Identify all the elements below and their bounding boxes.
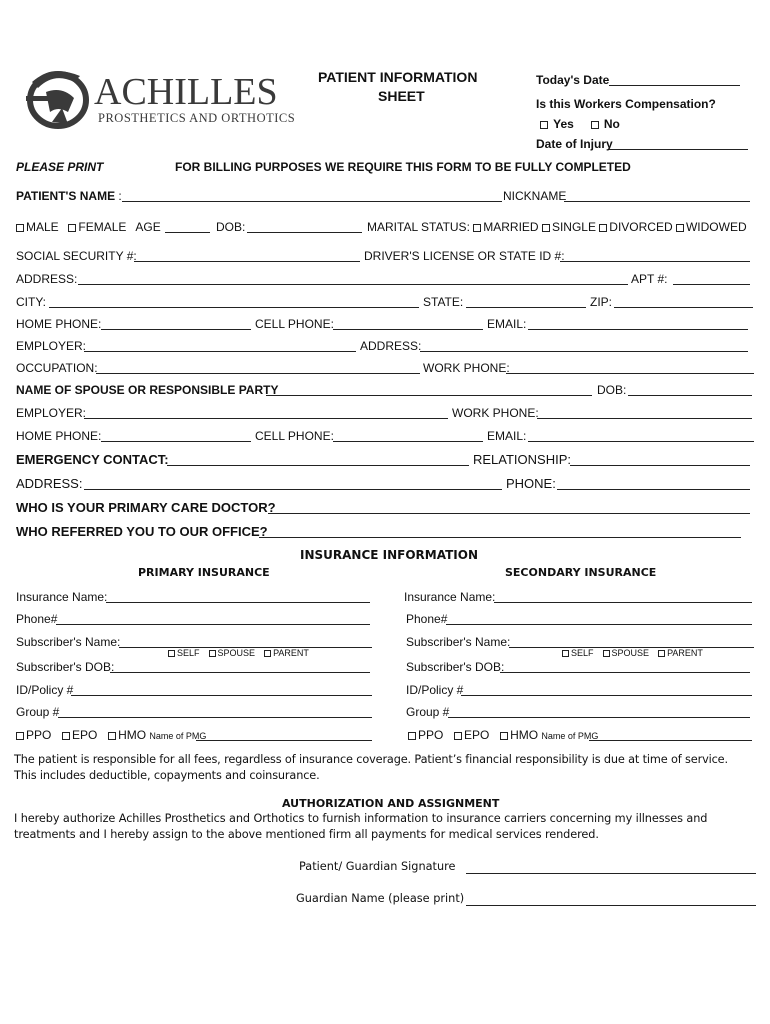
primary-doctor-field[interactable] [268,513,750,514]
workers-comp-label: Is this Workers Compensation? [536,97,716,111]
spouse-name-label: NAME OF SPOUSE OR RESPONSIBLE PARTY [16,383,279,397]
male-checkbox[interactable] [16,224,24,232]
billing-notice: FOR BILLING PURPOSES WE REQUIRE THIS FORM TO BE FULLY COMPLETED [175,160,631,174]
secondary-subscriber-dob-field[interactable] [500,672,750,673]
address-label: ADDRESS: [16,272,78,286]
spouse-work-phone-label: WORK PHONE: [452,406,539,420]
date-of-injury-label: Date of Injury [536,137,613,151]
spouse-cell-phone-field[interactable] [333,441,483,442]
signature-label: Patient/ Guardian Signature [299,860,456,873]
insurance-heading: INSURANCE INFORMATION [300,548,478,562]
cell-phone-field[interactable] [333,329,483,330]
primary-phone-field[interactable] [56,624,370,625]
secondary-pmg-field[interactable] [589,740,752,741]
home-phone-field[interactable] [101,329,251,330]
patient-name-field[interactable] [122,201,502,202]
secondary-ins-name-label: Insurance Name: [404,590,496,604]
apt-field[interactable] [673,284,750,285]
please-print: PLEASE PRINT [16,160,104,174]
secondary-hmo-checkbox[interactable] [500,732,508,740]
primary-phone-label: Phone# [16,612,58,626]
secondary-group-label: Group # [406,705,450,719]
spouse-name-field[interactable] [266,395,592,396]
email-field[interactable] [528,329,748,330]
marital-row: MARITAL STATUS: MARRIED SINGLE DIVORCED WIDOWED [367,220,747,234]
secondary-pmg-label: Name of PMG [541,731,599,741]
yes-checkbox[interactable] [540,121,548,129]
primary-spouse-checkbox[interactable] [209,650,216,657]
spouse-cell-phone-label: CELL PHONE: [255,429,334,443]
single-checkbox[interactable] [542,224,550,232]
referred-label: WHO REFERRED YOU TO OUR OFFICE? [16,524,268,539]
state-label: STATE: [423,295,464,309]
employer-address-label: ADDRESS: [360,339,422,353]
work-phone-label: WORK PHONE: [423,361,510,375]
primary-hmo-checkbox[interactable] [108,732,116,740]
patient-name-row: PATIENT'S NAME : [16,189,122,203]
date-of-injury-field[interactable] [609,149,748,150]
authorization-text-line2: treatments and I hereby assign to the above mentioned firm all payments for medical services rendered. [14,828,599,841]
city-label: CITY: [16,295,47,309]
email-label: EMAIL: [487,317,527,331]
nickname-label: NICKNAME [503,189,567,203]
cell-phone-label: CELL PHONE: [255,317,334,331]
primary-pmg-label: Name of PMG [149,731,207,741]
responsibility-text-line1: The patient is responsible for all fees, regardless of insurance coverage. Patient’s financial responsibility is due at time of service. [14,753,728,766]
spouse-email-label: EMAIL: [487,429,527,443]
workers-comp-options [540,117,620,131]
primary-id-policy-field[interactable] [71,695,372,696]
primary-self-checkbox[interactable] [168,650,175,657]
primary-parent-checkbox[interactable] [264,650,271,657]
spouse-employer-field[interactable] [84,418,448,419]
employer-label: EMPLOYER: [16,339,87,353]
relationship-label: RELATIONSHIP: [473,452,572,467]
referred-field[interactable] [259,537,741,538]
primary-subscriber-dob-label: Subscriber's DOB: [16,660,115,674]
widowed-checkbox[interactable] [676,224,684,232]
divorced-checkbox[interactable] [599,224,607,232]
gender-row: MALE FEMALE AGE [16,220,161,234]
primary-id-policy-label: ID/Policy # [16,683,74,697]
employer-field[interactable] [84,351,356,352]
secondary-insurance-heading: SECONDARY INSURANCE [505,566,657,579]
work-phone-field[interactable] [506,373,754,374]
license-field[interactable] [560,261,750,262]
license-label: DRIVER'S LICENSE OR STATE ID #: [364,249,565,263]
primary-plan-type-row: PPO EPO HMO Name of PMG [16,728,206,742]
secondary-spouse-checkbox[interactable] [603,650,610,657]
spouse-work-phone-field[interactable] [537,418,752,419]
emergency-phone-field[interactable] [557,489,750,490]
primary-ins-name-label: Insurance Name: [16,590,108,604]
signature-field[interactable] [466,873,756,874]
secondary-phone-field[interactable] [446,624,752,625]
zip-field[interactable] [614,307,753,308]
employer-address-field[interactable] [420,351,748,352]
occupation-field[interactable] [96,373,420,374]
responsibility-text-line2: This includes deductible, copayments and coinsurance. [14,769,320,782]
primary-group-field[interactable] [58,717,372,718]
secondary-epo-checkbox[interactable] [454,732,462,740]
guardian-name-field[interactable] [466,905,756,906]
female-checkbox[interactable] [68,224,76,232]
emergency-phone-label: PHONE: [506,476,556,491]
primary-doctor-label: WHO IS YOUR PRIMARY CARE DOCTOR? [16,500,276,515]
secondary-ppo-checkbox[interactable] [408,732,416,740]
secondary-parent-checkbox[interactable] [658,650,665,657]
marital-label: MARITAL STATUS: [367,220,470,234]
age-field[interactable] [165,232,210,233]
relationship-field[interactable] [570,465,750,466]
form-title-line1: PATIENT INFORMATION [318,69,478,85]
todays-date-label: Today's Date [536,73,610,87]
emergency-contact-field[interactable] [167,465,469,466]
primary-epo-checkbox[interactable] [62,732,70,740]
logo-subtitle: PROSTHETICS AND ORTHOTICS [98,111,296,125]
age-label: AGE [135,220,161,234]
spouse-email-field[interactable] [528,441,754,442]
no-checkbox[interactable] [591,121,599,129]
guardian-name-label: Guardian Name (please print) [296,892,465,905]
emergency-contact-label: EMERGENCY CONTACT: [16,452,169,467]
apt-label: APT #: [631,272,668,286]
spouse-home-phone-field[interactable] [101,441,251,442]
secondary-ins-name-field[interactable] [494,602,752,603]
primary-relationship-options: SELF SPOUSE PARENT [168,648,309,658]
address-field[interactable] [78,284,628,285]
occupation-label: OCCUPATION: [16,361,98,375]
yes-label: Yes [553,117,574,131]
secondary-self-checkbox[interactable] [562,650,569,657]
state-field[interactable] [466,307,586,308]
todays-date-field[interactable] [609,85,740,86]
secondary-subscriber-name-label: Subscriber's Name: [406,635,511,649]
ssn-label: SOCIAL SECURITY #: [16,249,137,263]
emergency-address-field[interactable] [84,489,502,490]
primary-group-label: Group # [16,705,60,719]
secondary-id-policy-field[interactable] [461,695,752,696]
spouse-employer-label: EMPLOYER: [16,406,87,420]
authorization-text-line1: I hereby authorize Achilles Prosthetics and Orthotics to furnish information to insurance carriers concerning my illnesses and [14,812,708,825]
zip-label: ZIP: [590,295,613,309]
emergency-address-label: ADDRESS: [16,476,83,491]
nickname-field[interactable] [564,201,750,202]
no-label: No [603,117,620,131]
primary-subscriber-dob-field[interactable] [110,672,370,673]
spouse-dob-field[interactable] [628,395,752,396]
secondary-group-field[interactable] [448,717,750,718]
primary-pmg-field[interactable] [196,740,372,741]
primary-insurance-heading: PRIMARY INSURANCE [138,566,270,579]
spouse-home-phone-label: HOME PHONE: [16,429,102,443]
primary-ppo-checkbox[interactable] [16,732,24,740]
authorization-heading: AUTHORIZATION AND ASSIGNMENT [282,797,500,810]
form-title-line2: SHEET [378,88,425,104]
logo-name: ACHILLES [94,71,278,113]
secondary-relationship-options: SELF SPOUSE PARENT [562,648,703,658]
dob-label: DOB: [216,220,246,234]
city-field[interactable] [49,307,419,308]
secondary-subscriber-dob-label: Subscriber's DOB: [406,660,505,674]
primary-ins-name-field[interactable] [106,602,370,603]
patient-name-label: PATIENT'S NAME [16,189,116,203]
secondary-plan-type-row: PPO EPO HMO Name of PMG [408,728,598,742]
primary-subscriber-name-label: Subscriber's Name: [16,635,121,649]
home-phone-label: HOME PHONE: [16,317,102,331]
secondary-id-policy-label: ID/Policy # [406,683,464,697]
secondary-phone-label: Phone# [406,612,448,626]
spouse-dob-label: DOB: [597,383,627,397]
trojan-helmet-icon [22,62,94,132]
dob-field[interactable] [247,232,362,233]
ssn-field[interactable] [134,261,360,262]
married-checkbox[interactable] [473,224,481,232]
